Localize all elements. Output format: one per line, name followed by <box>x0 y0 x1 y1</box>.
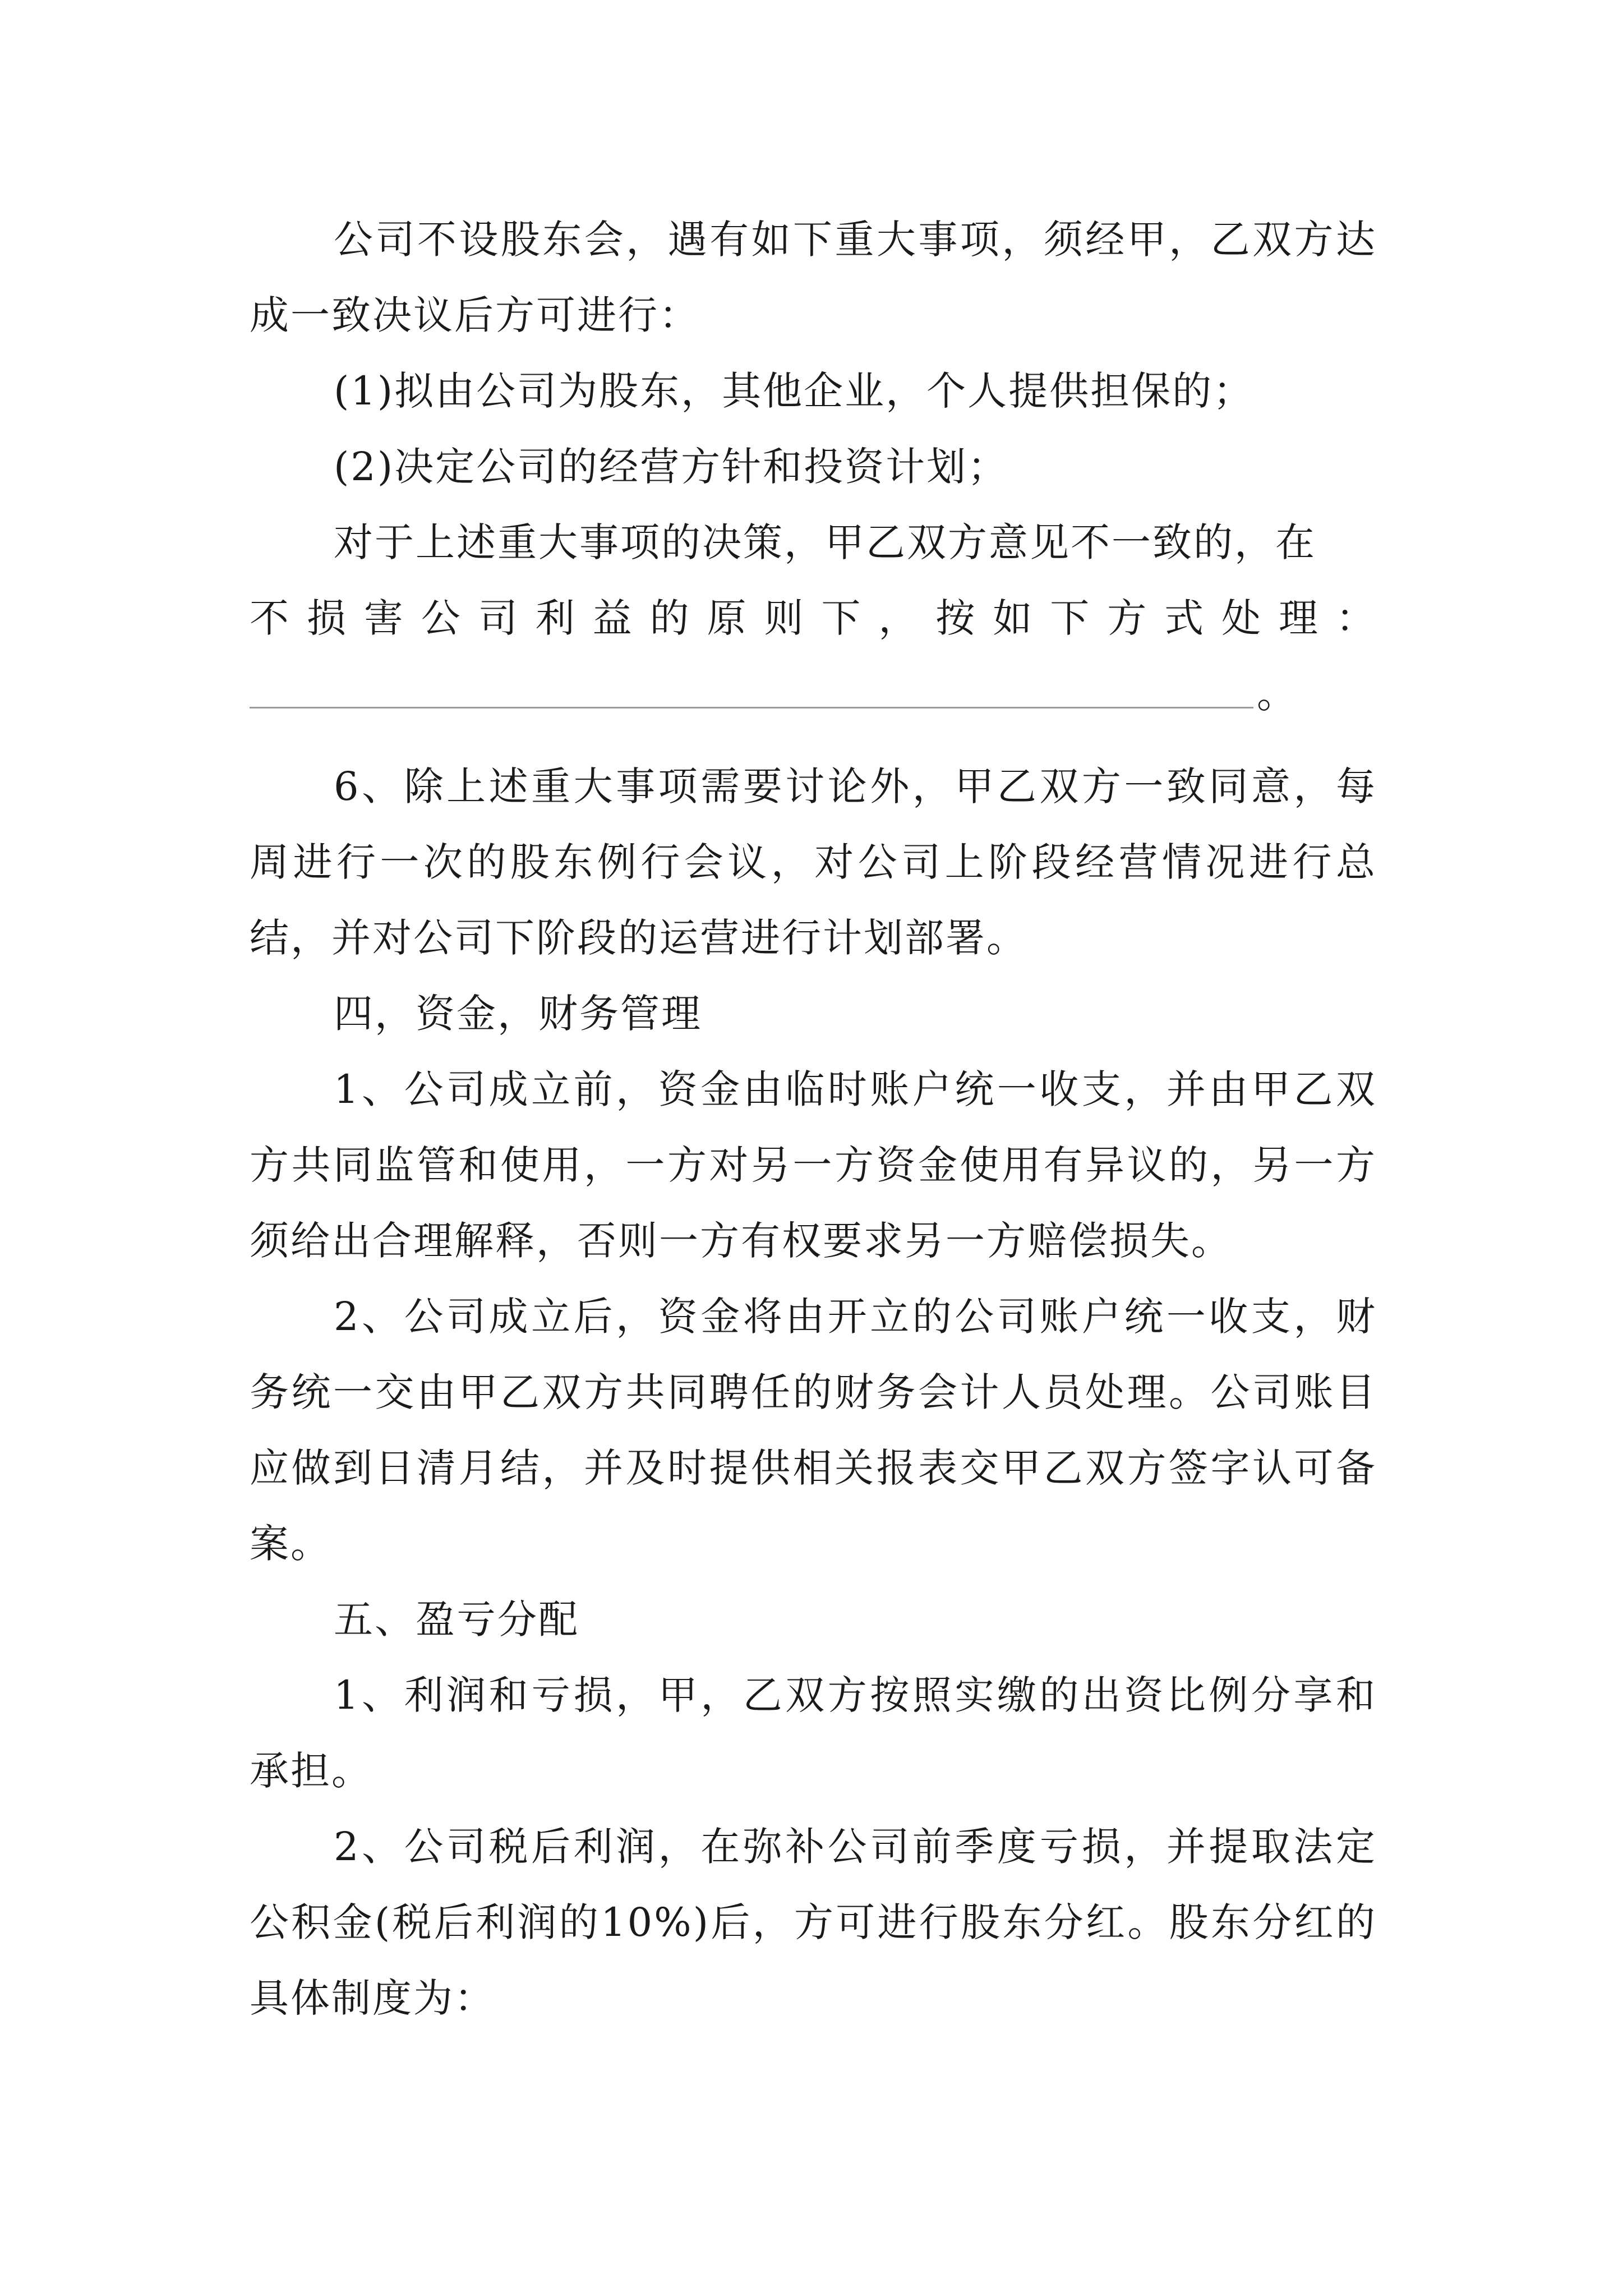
paragraph-no-shareholder-meeting: 公司不设股东会，遇有如下重大事项，须经甲，乙双方达成一致决议后方可进行： <box>250 217 1377 338</box>
paragraph-item-business-policy: (2)决定公司的经营方针和投资计划； <box>334 444 1009 490</box>
paragraph-profit-sharing: 1、利润和亏损，甲，乙双方按照实缴的出资比例分享和承担。 <box>250 1672 1377 1794</box>
paragraph-item-guarantee: (1)拟由公司为股东，其他企业，个人提供担保的； <box>334 368 1255 414</box>
section-heading-profit-loss: 五、盈亏分配 <box>334 1596 579 1642</box>
fill-in-blank <box>250 656 1377 732</box>
paragraph-handling-method: 不损害公司利益的原则下，按如下方式处理： <box>250 595 1377 641</box>
paragraph-funds-before-establishment: 1、公司成立前，资金由临时账户统一收支，并由甲乙双方共同监管和使用，一方对另一方资金使用有异议的，另一方须给出合理解释，否则一方有权要求另一方赔偿损失。 <box>250 1066 1377 1264</box>
blank-end-mark: 。 <box>1257 671 1298 717</box>
paragraph-funds-after-establishment: 2、公司成立后，资金将由开立的公司账户统一收支，财务统一交由甲乙双方共同聘任的财务会计人员处理。公司账目应做到日清月结，并及时提供相关报表交甲乙双方签字认可备案。 <box>250 1294 1377 1567</box>
paragraph-weekly-meeting: 6、除上述重大事项需要讨论外，甲乙双方一致同意，每周进行一次的股东例行会议，对公司上阶段经营情况进行总结，并对公司下阶段的运营进行计划部署。 <box>250 763 1377 961</box>
section-heading-finance: 四，资金，财务管理 <box>334 991 702 1037</box>
blank-underline <box>250 707 1253 708</box>
document-body <box>250 202 1377 2036</box>
paragraph-dividend-policy: 2、公司税后利润，在弥补公司前季度亏损，并提取法定公积金(税后利润的10%)后，方可进行股东分红。股东分红的具体制度为： <box>250 1824 1377 2021</box>
paragraph-disagreement-intro: 对于上述重大事项的决策，甲乙双方意见不一致的，在 <box>334 519 1316 565</box>
